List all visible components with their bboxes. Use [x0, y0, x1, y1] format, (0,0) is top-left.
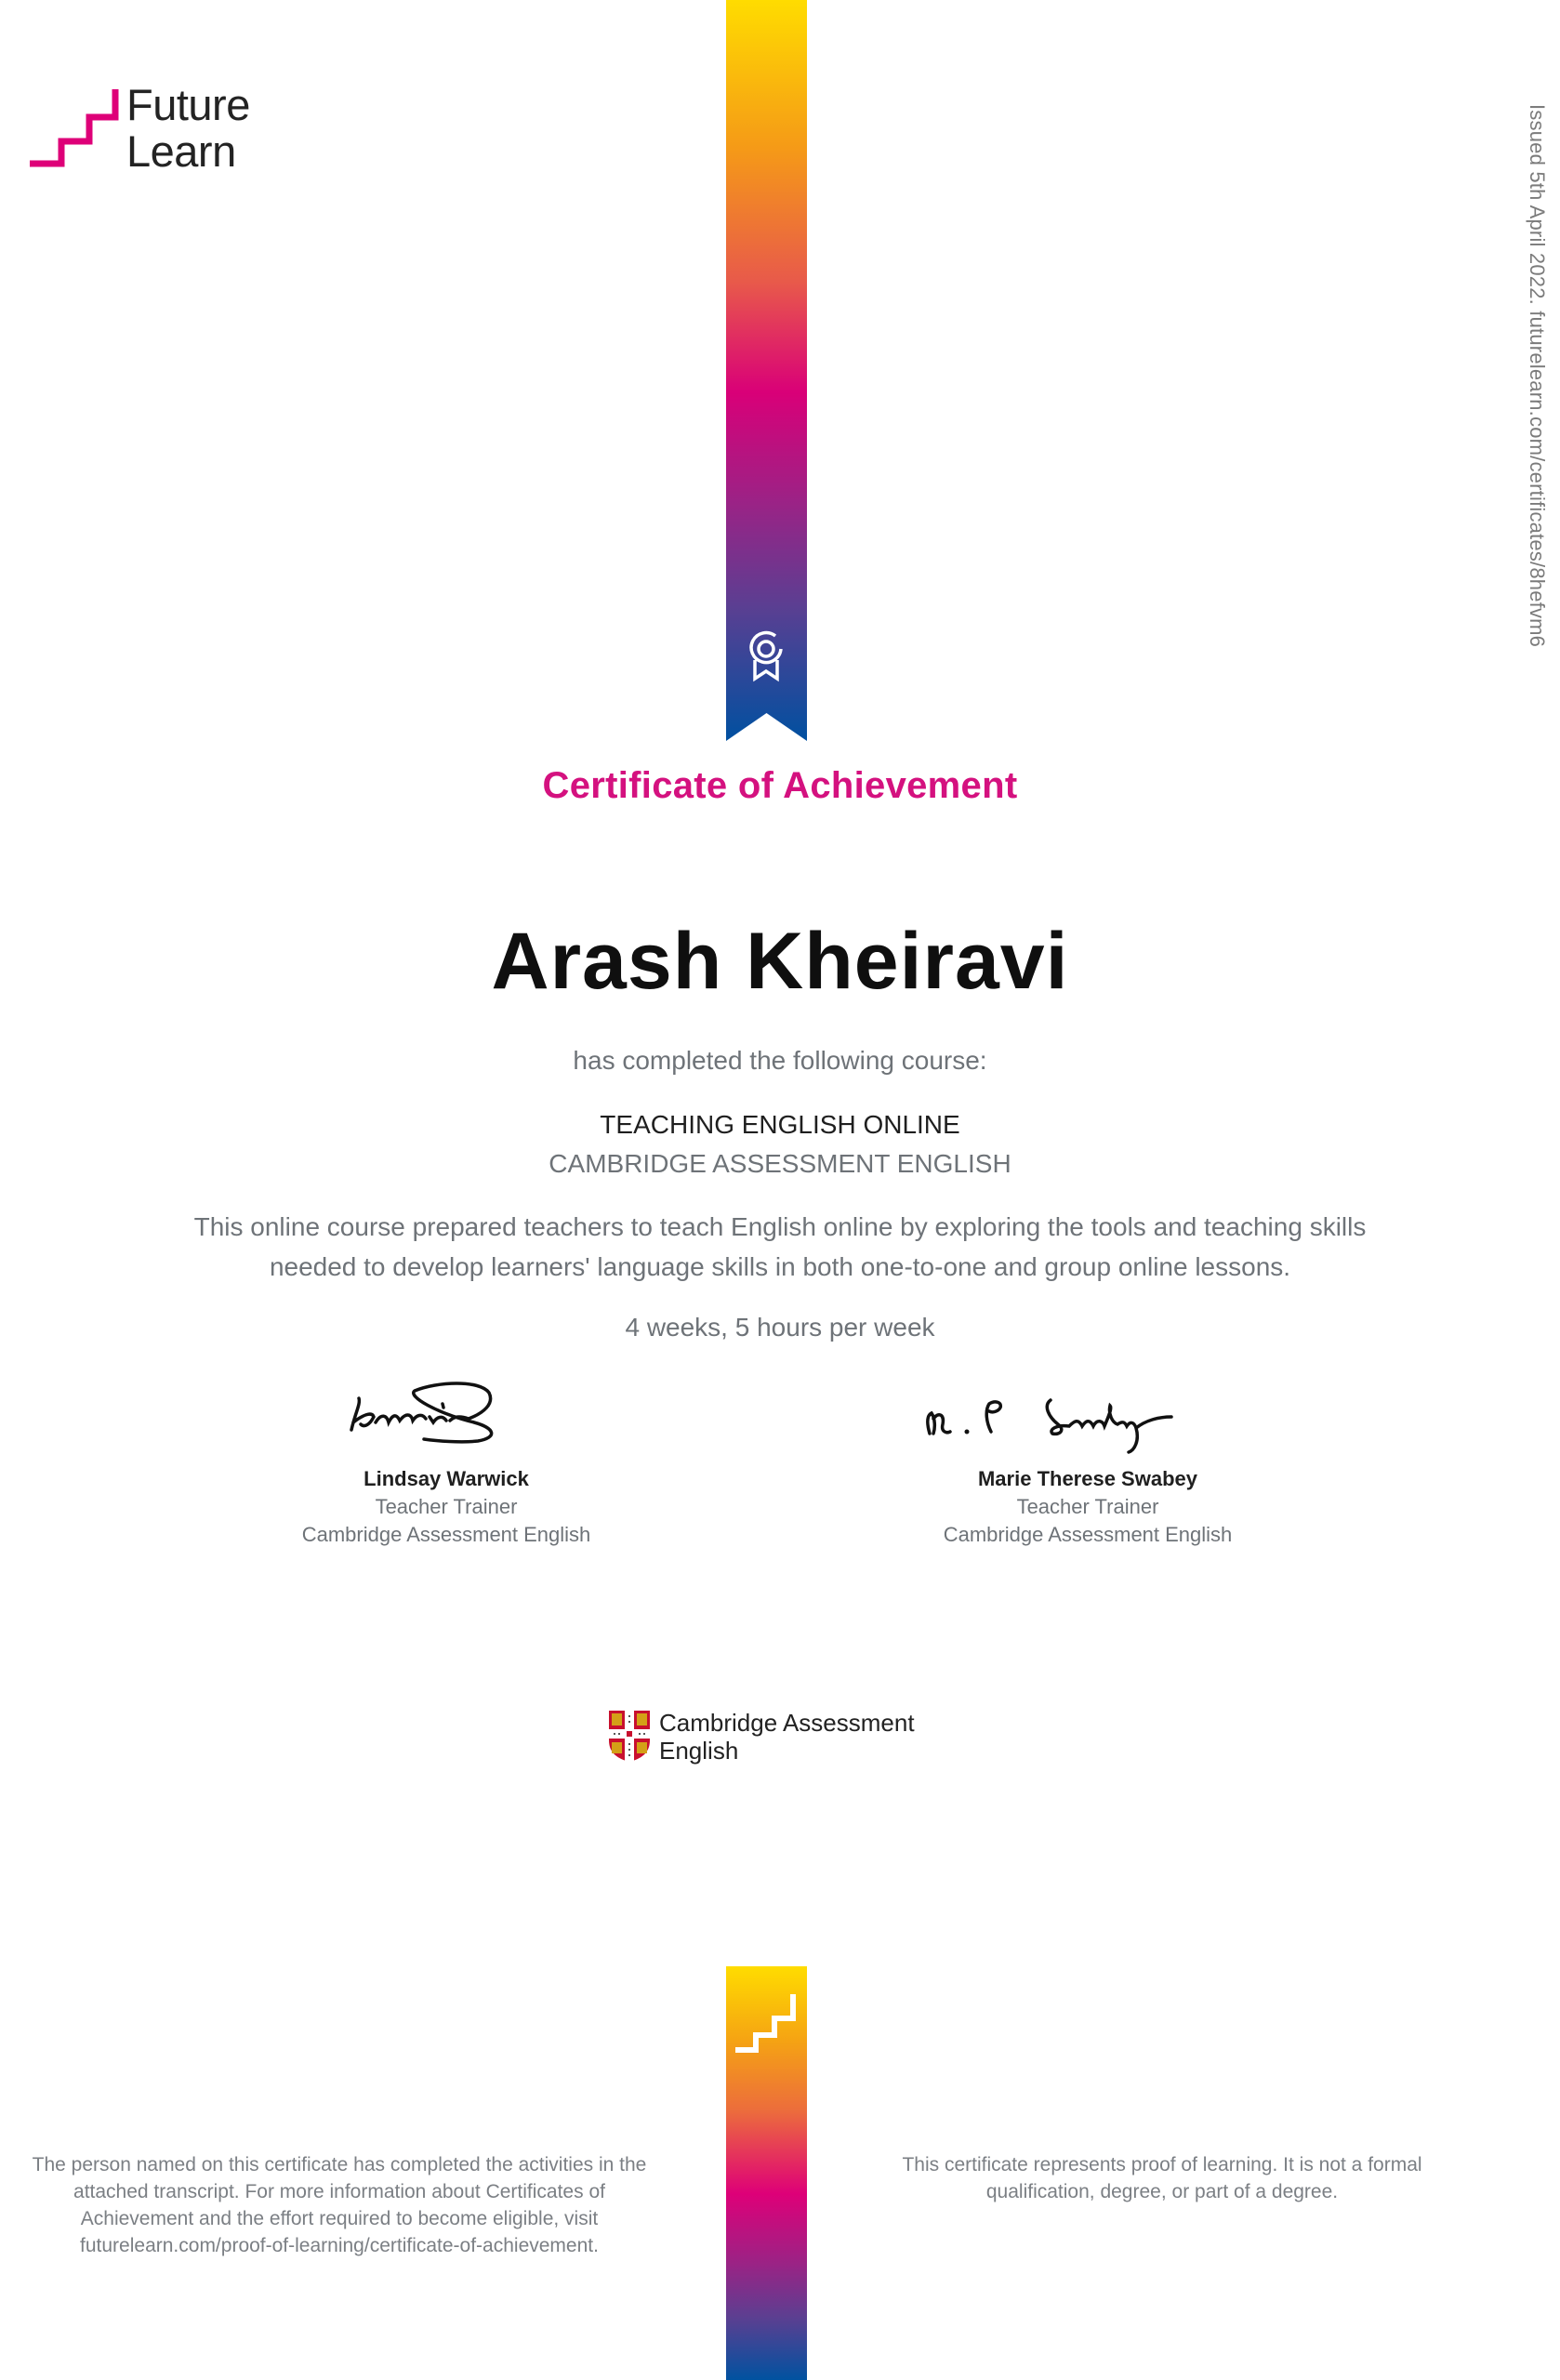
recipient-name: Arash Kheiravi [491, 917, 1069, 1006]
signatory-name: Marie Therese Swabey [977, 1467, 1197, 1490]
signatory-organisation: Cambridge Assessment English [301, 1523, 591, 1546]
certificate-title: Certificate of Achievement [542, 765, 1018, 806]
signatory-organisation: Cambridge Assessment English [943, 1523, 1233, 1546]
signature-image [892, 1376, 1283, 1460]
signatory-marie-therese-swabey [892, 1376, 1283, 1549]
award-ribbon [726, 0, 807, 744]
logo-line-future: Future [126, 80, 250, 129]
partner-name-line1: Cambridge Assessment [659, 1709, 915, 1737]
signatory-role: Teacher Trainer [1016, 1495, 1159, 1518]
footer-line: Achievement and the effort required to become eligible, visit [80, 2208, 599, 2229]
staircase-logo-icon [28, 86, 121, 169]
footer-line: qualification, degree, or part of a degree. [985, 2181, 1339, 2202]
completion-statement: has completed the following course: [573, 1046, 987, 1075]
signatory-role: Teacher Trainer [375, 1495, 518, 1518]
footer-line: This certificate represents proof of learning. It is not a formal [902, 2154, 1422, 2175]
course-duration: 4 weeks, 5 hours per week [625, 1313, 935, 1342]
course-description [0, 1207, 1560, 1287]
futurelearn-logo [28, 82, 307, 175]
footer-transcript-note [0, 2151, 679, 2259]
course-provider: CAMBRIDGE ASSESSMENT ENGLISH [549, 1149, 1011, 1178]
footer-line: The person named on this certificate has completed the activities in the [32, 2154, 647, 2175]
course-title: TEACHING ENGLISH ONLINE [600, 1110, 960, 1139]
partner-name-line2: English [659, 1737, 739, 1765]
bottom-gradient-bar [726, 1966, 807, 2380]
footer-disclaimer [865, 2151, 1460, 2205]
footer-line: attached transcript. For more information about Certificates of [73, 2181, 605, 2202]
signatory-lindsay-warwick [251, 1376, 641, 1549]
partner-name [659, 1709, 915, 1765]
issued-date-and-url: Issued 5th April 2022. futurelearn.com/certificates/8hefvm6 [1526, 104, 1549, 648]
logo-line-learn: Learn [126, 126, 236, 176]
cambridge-shield-icon [607, 1709, 652, 1763]
logo-wordmark [126, 82, 250, 175]
signature-image [251, 1376, 641, 1460]
staircase-icon [734, 1989, 800, 2054]
description-line: This online course prepared teachers to teach English online by exploring the tools and teaching skills [193, 1212, 1367, 1241]
footer-line: futurelearn.com/proof-of-learning/certificate-of-achievement. [80, 2235, 599, 2256]
signatory-name: Lindsay Warwick [364, 1467, 529, 1490]
description-line: needed to develop learners' language skills in both one-to-one and group online lessons. [269, 1252, 1291, 1281]
award-badge-icon [747, 630, 787, 682]
